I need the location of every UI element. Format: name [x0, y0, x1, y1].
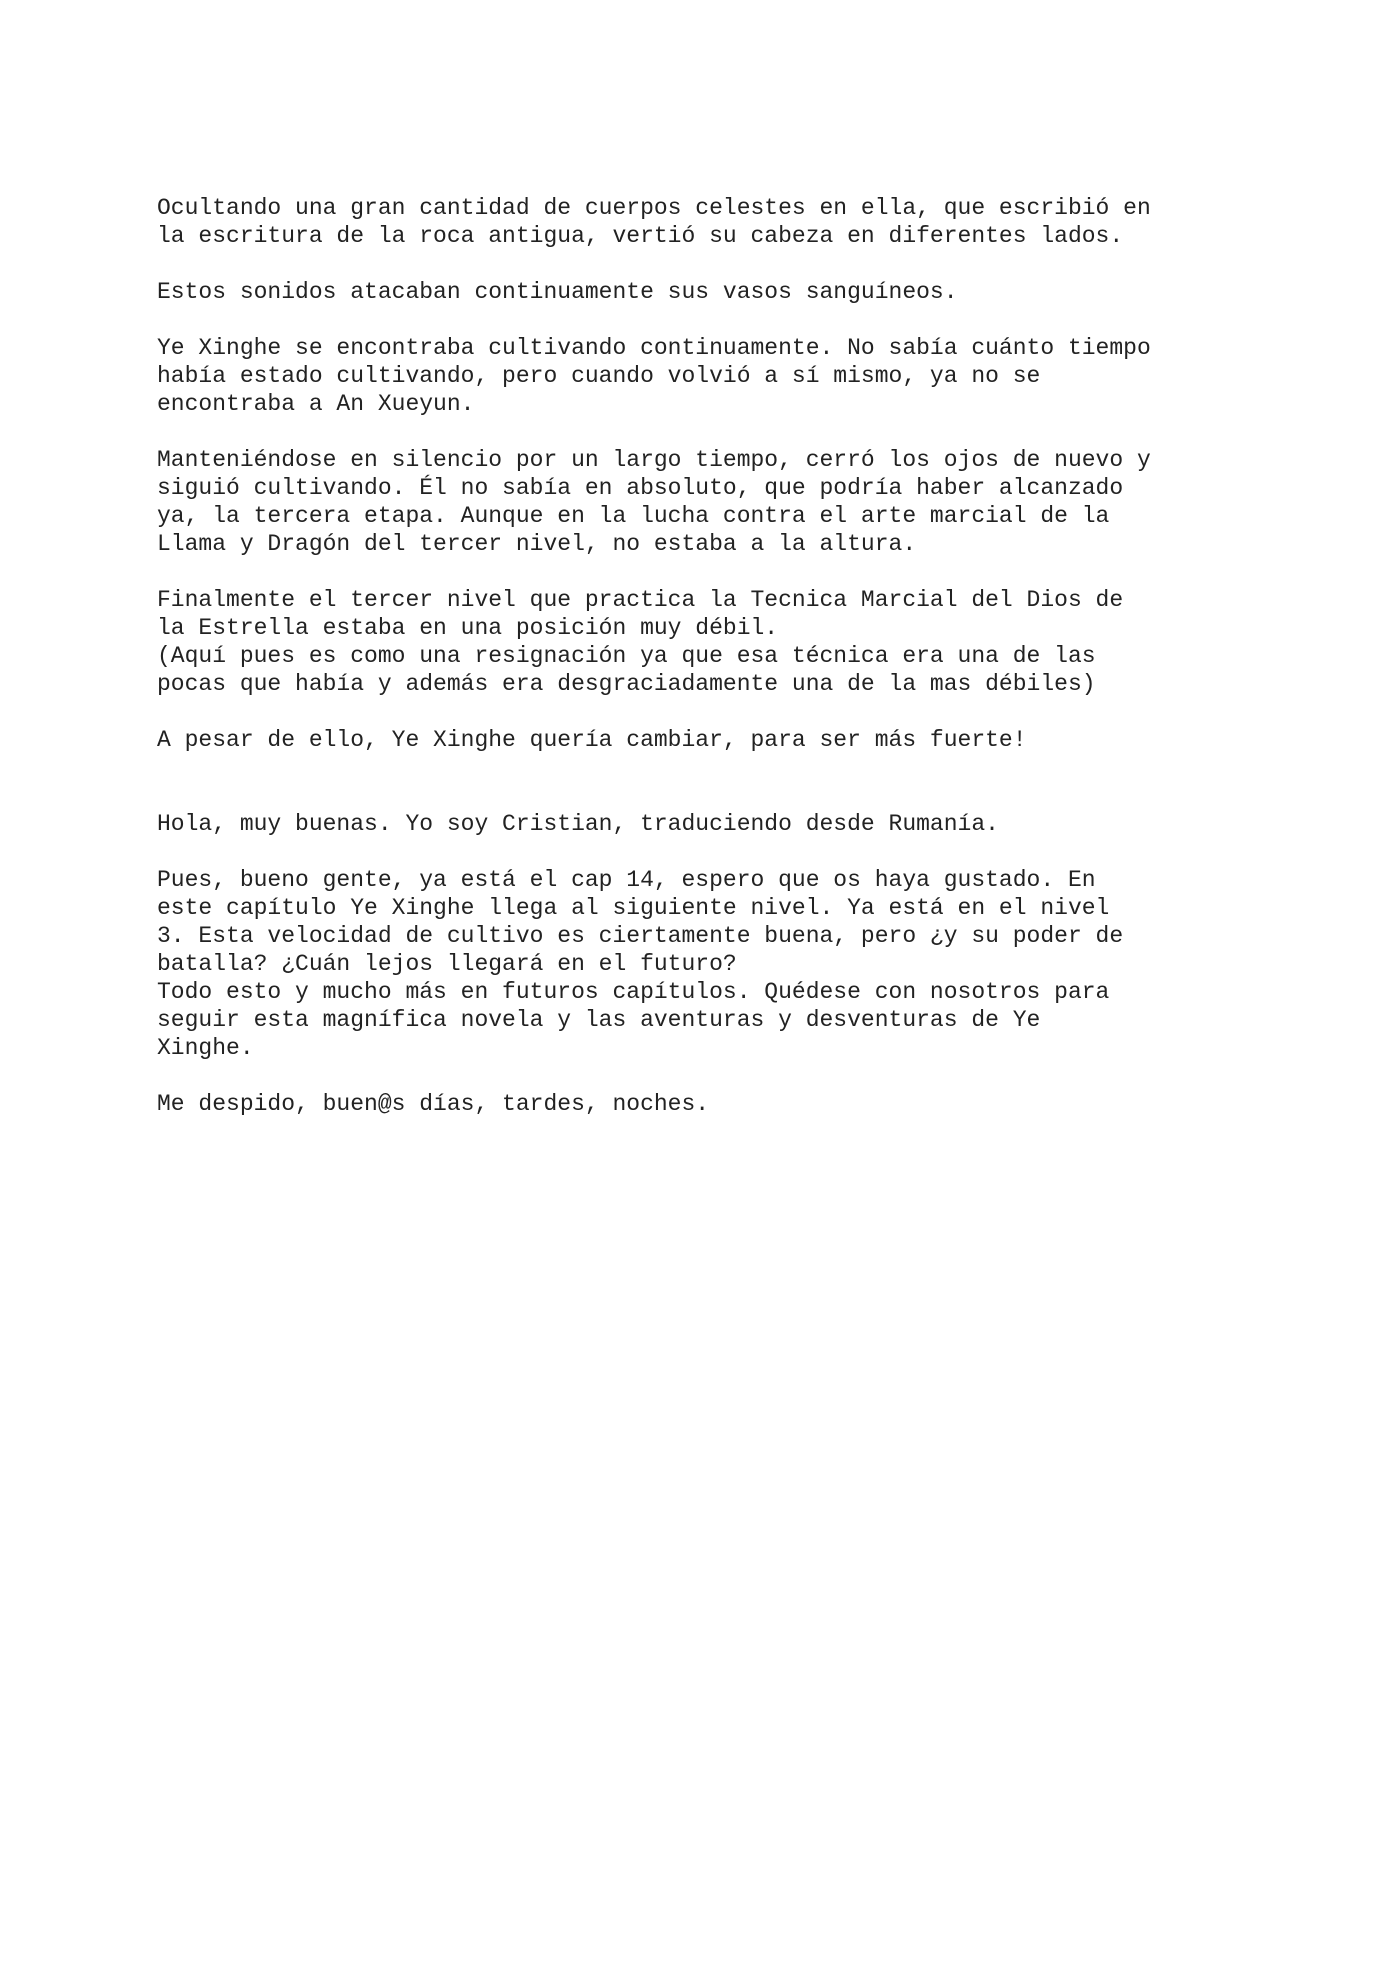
story-paragraph-3: Ye Xinghe se encontraba cultivando continuamente. No sabía cuánto tiempo había estado cultivando, pero cuando volvió a sí mismo, ya no se encontraba a An Xueyun.: [157, 335, 1151, 417]
story-paragraph-2: Estos sonidos atacaban continuamente sus vasos sanguíneos.: [157, 279, 958, 305]
story-paragraph-1: Ocultando una gran cantidad de cuerpos celestes en ella, que escribió en la escritura de la roca antigua, vertió su cabeza en diferentes lados.: [157, 195, 1151, 249]
story-paragraph-4: Manteniéndose en silencio por un largo tiempo, cerró los ojos de nuevo y siguió cultivando. Él no sabía en absoluto, que podría haber alcanzado ya, la tercera etapa. Aunque en la lucha contra el arte marcial de la Llama y Dragón del tercer nivel, no estaba a la altura.: [157, 447, 1151, 557]
translator-note-3: Me despido, buen@s días, tardes, noches.: [157, 1091, 710, 1117]
translator-note-2: Pues, bueno gente, ya está el cap 14, espero que os haya gustado. En este capítulo Ye Xinghe llega al siguiente nivel. Ya está en el nivel 3. Esta velocidad de cultivo es ciertamente buena, pero ¿y su poder de batalla? ¿Cuán lejos llegará en el futuro? Todo esto y mucho más en futuros capítulos. Quédese con nosotros para seguir esta magnífica novela y las aventuras y desventuras de Ye Xinghe.: [157, 867, 1124, 1061]
story-paragraph-6: A pesar de ello, Ye Xinghe quería cambiar, para ser más fuerte!: [157, 727, 1027, 753]
document-body: [157, 194, 1257, 1146]
story-paragraph-5: Finalmente el tercer nivel que practica la Tecnica Marcial del Dios de la Estrella estaba en una posición muy débil. (Aquí pues es como una resignación ya que esa técnica era una de las pocas que había y además era desgraciadamente una de la mas débiles): [157, 587, 1124, 697]
translator-note-1: Hola, muy buenas. Yo soy Cristian, traduciendo desde Rumanía.: [157, 811, 999, 837]
section-gap: [157, 782, 1257, 810]
